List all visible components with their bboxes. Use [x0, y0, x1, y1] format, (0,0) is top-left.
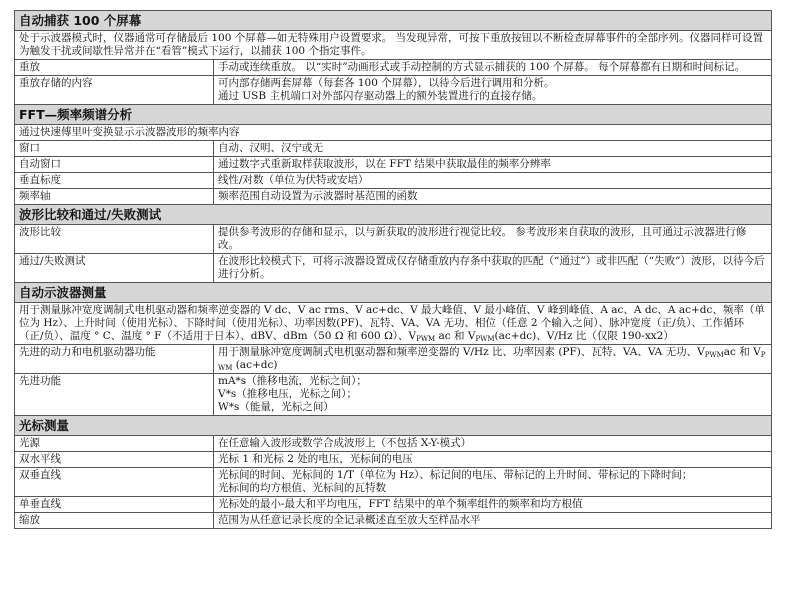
- row-label: 自动窗口: [15, 157, 214, 173]
- section-title: 波形比较和通过/失败测试: [15, 205, 772, 225]
- row-value: 光标处的最小-最大和平均电压，FFT 结果中的单个频率组件的频率和均方根值: [214, 497, 772, 513]
- row-value: 频率范围自动设置为示波器时基范围的函数: [214, 189, 772, 205]
- row-value-line: W*s（能量，光标之间）: [218, 401, 334, 413]
- row-value: 通过数字式重新取样获取波形，以在 FFT 结果中获取最佳的频率分辨率: [214, 157, 772, 173]
- subscript: PWM: [218, 351, 766, 372]
- row-value-line: 光标间的时间、光标间的 1/T（单位为 Hz）、标记间的电压、带标记的上升时间、带标记的下降时间；: [218, 469, 693, 481]
- row-label: 通过/失败测试: [15, 254, 214, 283]
- row-value-line: 可内部存储两套屏幕（每套各 100 个屏幕），以待今后进行调用和分析。: [218, 77, 555, 89]
- table-row: [15, 173, 772, 189]
- row-value: 手动或连续重放。 以“实时”动画形式或手动控制的方式显示捕获的 100 个屏幕。 每个屏幕都有日期和时间标记。: [214, 60, 772, 76]
- row-value-line: V*s（推移电压，光标之间）；: [218, 388, 357, 400]
- subscript: PWM: [416, 335, 436, 343]
- row-label: 光源: [15, 436, 214, 452]
- table-row: [15, 497, 772, 513]
- row-label: 先进功能: [15, 374, 214, 416]
- row-value-line: 通过 USB 主机端口对外部闪存驱动器上的额外装置进行的直接存储。: [218, 90, 543, 102]
- section-title: 自动捕获 100 个屏幕: [15, 11, 772, 31]
- table-row: [15, 157, 772, 173]
- row-label: 双水平线: [15, 452, 214, 468]
- intro-text: 用于测量脉冲宽度调制式电机驱动器和频率逆变器的 V dc、V ac rms、V ac+dc、V 最大峰值、V 最小峰值、V 峰到峰值、A ac、A dc、A ac+dc、频率（单位为 Hz）、上升时间（使用光标）、下降时间（使用光标）、功率因数(PF)、瓦特、VA、VA 无功、相位（任意 2 个输入之间）、脉冲宽度（正/负）、工作循环（正/负）、温度 ° C、温度 ° F（不适用于日本）、dBV、dBm（50 Ω 和 600 Ω）、V: [19, 304, 765, 342]
- row-value-line: mA*s（推移电流，光标之间）；: [218, 375, 367, 387]
- intro-text: (ac+dc)、V/Hz 比（仅限 190-xx2）: [494, 330, 674, 342]
- row-label: 波形比较: [15, 225, 214, 254]
- section-intro: 通过快速傅里叶变换显示示波器波形的频率内容: [15, 125, 772, 141]
- section-header-auto-measure: [15, 283, 772, 303]
- row-value: 在任意输入波形或数学合成波形上（不包括 X-Y-模式）: [214, 436, 772, 452]
- section-header-fft: [15, 105, 772, 125]
- table-row: [15, 468, 772, 497]
- table-row: [15, 76, 772, 105]
- row-value: [214, 468, 772, 497]
- table-row: [15, 436, 772, 452]
- section-header-waveform-compare: [15, 205, 772, 225]
- row-value: 光标 1 和光标 2 处的电压，光标间的电压: [214, 452, 772, 468]
- section-intro-row: [15, 303, 772, 345]
- row-value: [214, 345, 772, 374]
- table-row: [15, 345, 772, 374]
- value-text: ac 和 V: [723, 346, 761, 358]
- section-title: 自动示波器测量: [15, 283, 772, 303]
- row-label: 重放存储的内容: [15, 76, 214, 105]
- section-intro: [15, 303, 772, 345]
- row-label: 重放: [15, 60, 214, 76]
- section-intro-row: [15, 31, 772, 60]
- table-row: [15, 374, 772, 416]
- table-row: [15, 189, 772, 205]
- section-header-auto-capture: [15, 11, 772, 31]
- table-row: [15, 141, 772, 157]
- section-intro-row: [15, 125, 772, 141]
- value-text: (ac+dc): [232, 359, 278, 371]
- subscript: PWM: [475, 335, 495, 343]
- section-header-cursor: [15, 416, 772, 436]
- section-title: 光标测量: [15, 416, 772, 436]
- row-value: 自动、汉明、汉宁或无: [214, 141, 772, 157]
- row-value-line: 光标间的均方根值、光标间的瓦特数: [218, 482, 386, 494]
- row-value: 在波形比较模式下，可将示波器设置成仅存储重放内存条中获取的匹配（“通过”）或非匹配（“失败”）波形，以待今后进行分析。: [214, 254, 772, 283]
- row-value: 提供参考波形的存储和显示，以与新获取的波形进行视觉比较。 参考波形来自获取的波形，且可通过示波器进行修改。: [214, 225, 772, 254]
- row-label: 频率轴: [15, 189, 214, 205]
- row-label: 双垂直线: [15, 468, 214, 497]
- spec-sheet: [14, 10, 771, 529]
- row-label: 先进的动力和电机驱动器功能: [15, 345, 214, 374]
- section-title: FFT—频率频谱分析: [15, 105, 772, 125]
- table-row: [15, 60, 772, 76]
- section-intro: 处于示波器模式时，仪器通常可存储最后 100 个屏幕—如无特殊用户设置要求。 当发现异常，可按下重放按钮以不断检查屏幕事件的全部序列。仪器同样可设置为触发干扰或间歇性异常并在“看管”模式下运行，以捕获 100 个指定事件。: [15, 31, 772, 60]
- intro-text: ac 和 V: [435, 330, 476, 342]
- row-label: 单垂直线: [15, 497, 214, 513]
- value-text: 用于测量脉冲宽度调制式电机驱动器和频率逆变器的 V/Hz 比、功率因素 (PF)、瓦特、VA、VA 无功、V: [218, 346, 705, 358]
- spec-table: [14, 10, 772, 529]
- row-value: [214, 76, 772, 105]
- row-label: 垂直标度: [15, 173, 214, 189]
- table-row: [15, 513, 772, 529]
- table-row: [15, 452, 772, 468]
- table-row: [15, 225, 772, 254]
- table-row: [15, 254, 772, 283]
- row-label: 窗口: [15, 141, 214, 157]
- row-value: 范围为从任意记录长度的全记录概述直至放大至样品水平: [214, 513, 772, 529]
- row-value: [214, 374, 772, 416]
- row-value: 线性/对数（单位为伏特或安培）: [214, 173, 772, 189]
- row-label: 缩放: [15, 513, 214, 529]
- subscript: PWM: [704, 351, 724, 359]
